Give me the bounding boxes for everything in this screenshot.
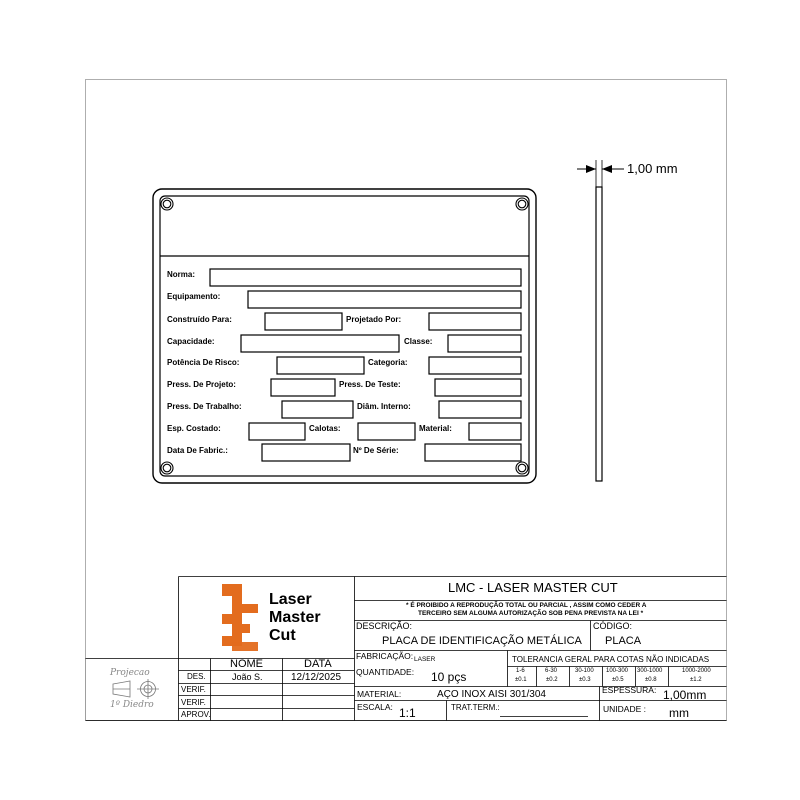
first-angle-projection-icon	[113, 679, 159, 699]
codigo-label: CÓDIGO:	[593, 621, 633, 631]
label-construido-para: Construído Para:	[167, 315, 232, 324]
tolerance-value: ±0.8	[645, 677, 657, 683]
laser-master-cut-logo-icon	[222, 584, 258, 651]
quantidade-value: 10 pçs	[431, 670, 467, 684]
company-title: LMC - LASER MASTER CUT	[448, 580, 618, 595]
tolerance-range: 300-1000	[637, 668, 663, 674]
material-label: MATERIAL:	[357, 689, 402, 699]
logo-word-cut: Cut	[269, 627, 296, 644]
label-projetado-por: Projetado Por:	[346, 315, 402, 324]
label-data-fabric: Data De Fabric.:	[167, 446, 228, 455]
label-classe: Classe:	[404, 337, 433, 346]
row-data-des: 12/12/2025	[291, 672, 342, 683]
escala-value: 1:1	[399, 706, 416, 720]
diedro-label: 1º Diedro	[110, 700, 154, 710]
tolerance-value: ±0.3	[579, 677, 591, 683]
copyright-line-2: TERCEIRO SEM ALGUMA AUTORIZAÇÃO SOB PENA PREVISTA NA LEI *	[418, 610, 644, 617]
label-press-trabalho: Press. De Trabalho:	[167, 402, 242, 411]
label-capacidade: Capacidade:	[167, 337, 215, 346]
label-categoria: Categoria:	[368, 358, 408, 367]
row-nome-des: João S.	[232, 672, 263, 682]
fabricacao-value: LASER	[414, 656, 436, 663]
label-esp-costado: Esp. Costado:	[167, 424, 221, 433]
label-diametro-interno: Diâm. Interno:	[357, 402, 411, 411]
tolerance-value: ±0.1	[515, 677, 527, 683]
label-potencia-risco: Potência De Risco:	[167, 358, 240, 367]
escala-label: ESCALA:	[357, 702, 393, 712]
tolerance-value: ±0.2	[546, 677, 558, 683]
label-norma: Norma:	[167, 270, 196, 279]
tolerance-range: 1000-2000	[682, 668, 711, 674]
data-header: DATA	[304, 658, 332, 670]
espessura-value: 1,00mm	[663, 688, 707, 702]
unidade-label: UNIDADE :	[603, 704, 646, 714]
trat-term-label: TRAT.TERM.:	[451, 703, 500, 712]
projection-label: Projecao	[110, 668, 150, 678]
tolerance-value: ±1.2	[690, 677, 702, 683]
espessura-label: ESPESSURA:	[602, 685, 657, 695]
tolerance-range: 100-300	[606, 668, 629, 674]
label-material: Material:	[419, 424, 452, 433]
logo-word-master: Master	[269, 609, 321, 626]
unidade-value: mm	[669, 706, 689, 720]
material-value: AÇO INOX AISI 301/304	[437, 689, 546, 700]
tolerancia-title: TOLERANCIA GERAL PARA COTAS NÃO INDICADAS	[512, 655, 710, 664]
descricao-label: DESCRIÇÃO:	[356, 621, 413, 631]
tolerance-range: 6-30	[545, 668, 558, 674]
fabricacao-label: FABRICAÇÃO:	[356, 651, 414, 661]
label-numero-serie: Nº De Série:	[353, 446, 399, 455]
quantidade-label: QUANTIDADE:	[356, 667, 415, 677]
tolerance-value: ±0.5	[612, 677, 624, 683]
row-label-aprov: APROV.	[181, 710, 211, 719]
codigo-value: PLACA	[605, 635, 642, 647]
descricao-value: PLACA DE IDENTIFICAÇÃO METÁLICA	[382, 635, 582, 647]
row-label-des: DES.	[187, 672, 206, 681]
copyright-line-1: * É PROIBIDO A REPRODUÇÃO TOTAL OU PARCIAL , ASSIM COMO CEDER A	[406, 602, 647, 609]
label-equipamento: Equipamento:	[167, 292, 221, 301]
logo-word-laser: Laser	[269, 591, 312, 608]
tolerance-range: 1-6	[516, 668, 525, 674]
label-calotas: Calotas:	[309, 424, 341, 433]
label-press-teste: Press. De Teste:	[339, 380, 401, 389]
tolerance-range: 30-100	[575, 668, 594, 674]
label-press-projeto: Press. De Projeto:	[167, 380, 236, 389]
row-label-verif: VERIF.	[181, 685, 206, 694]
thickness-dimension: 1,00 mm	[627, 161, 678, 176]
nome-header: NOME	[230, 658, 263, 670]
row-label-verif: VERIF.	[181, 698, 206, 707]
